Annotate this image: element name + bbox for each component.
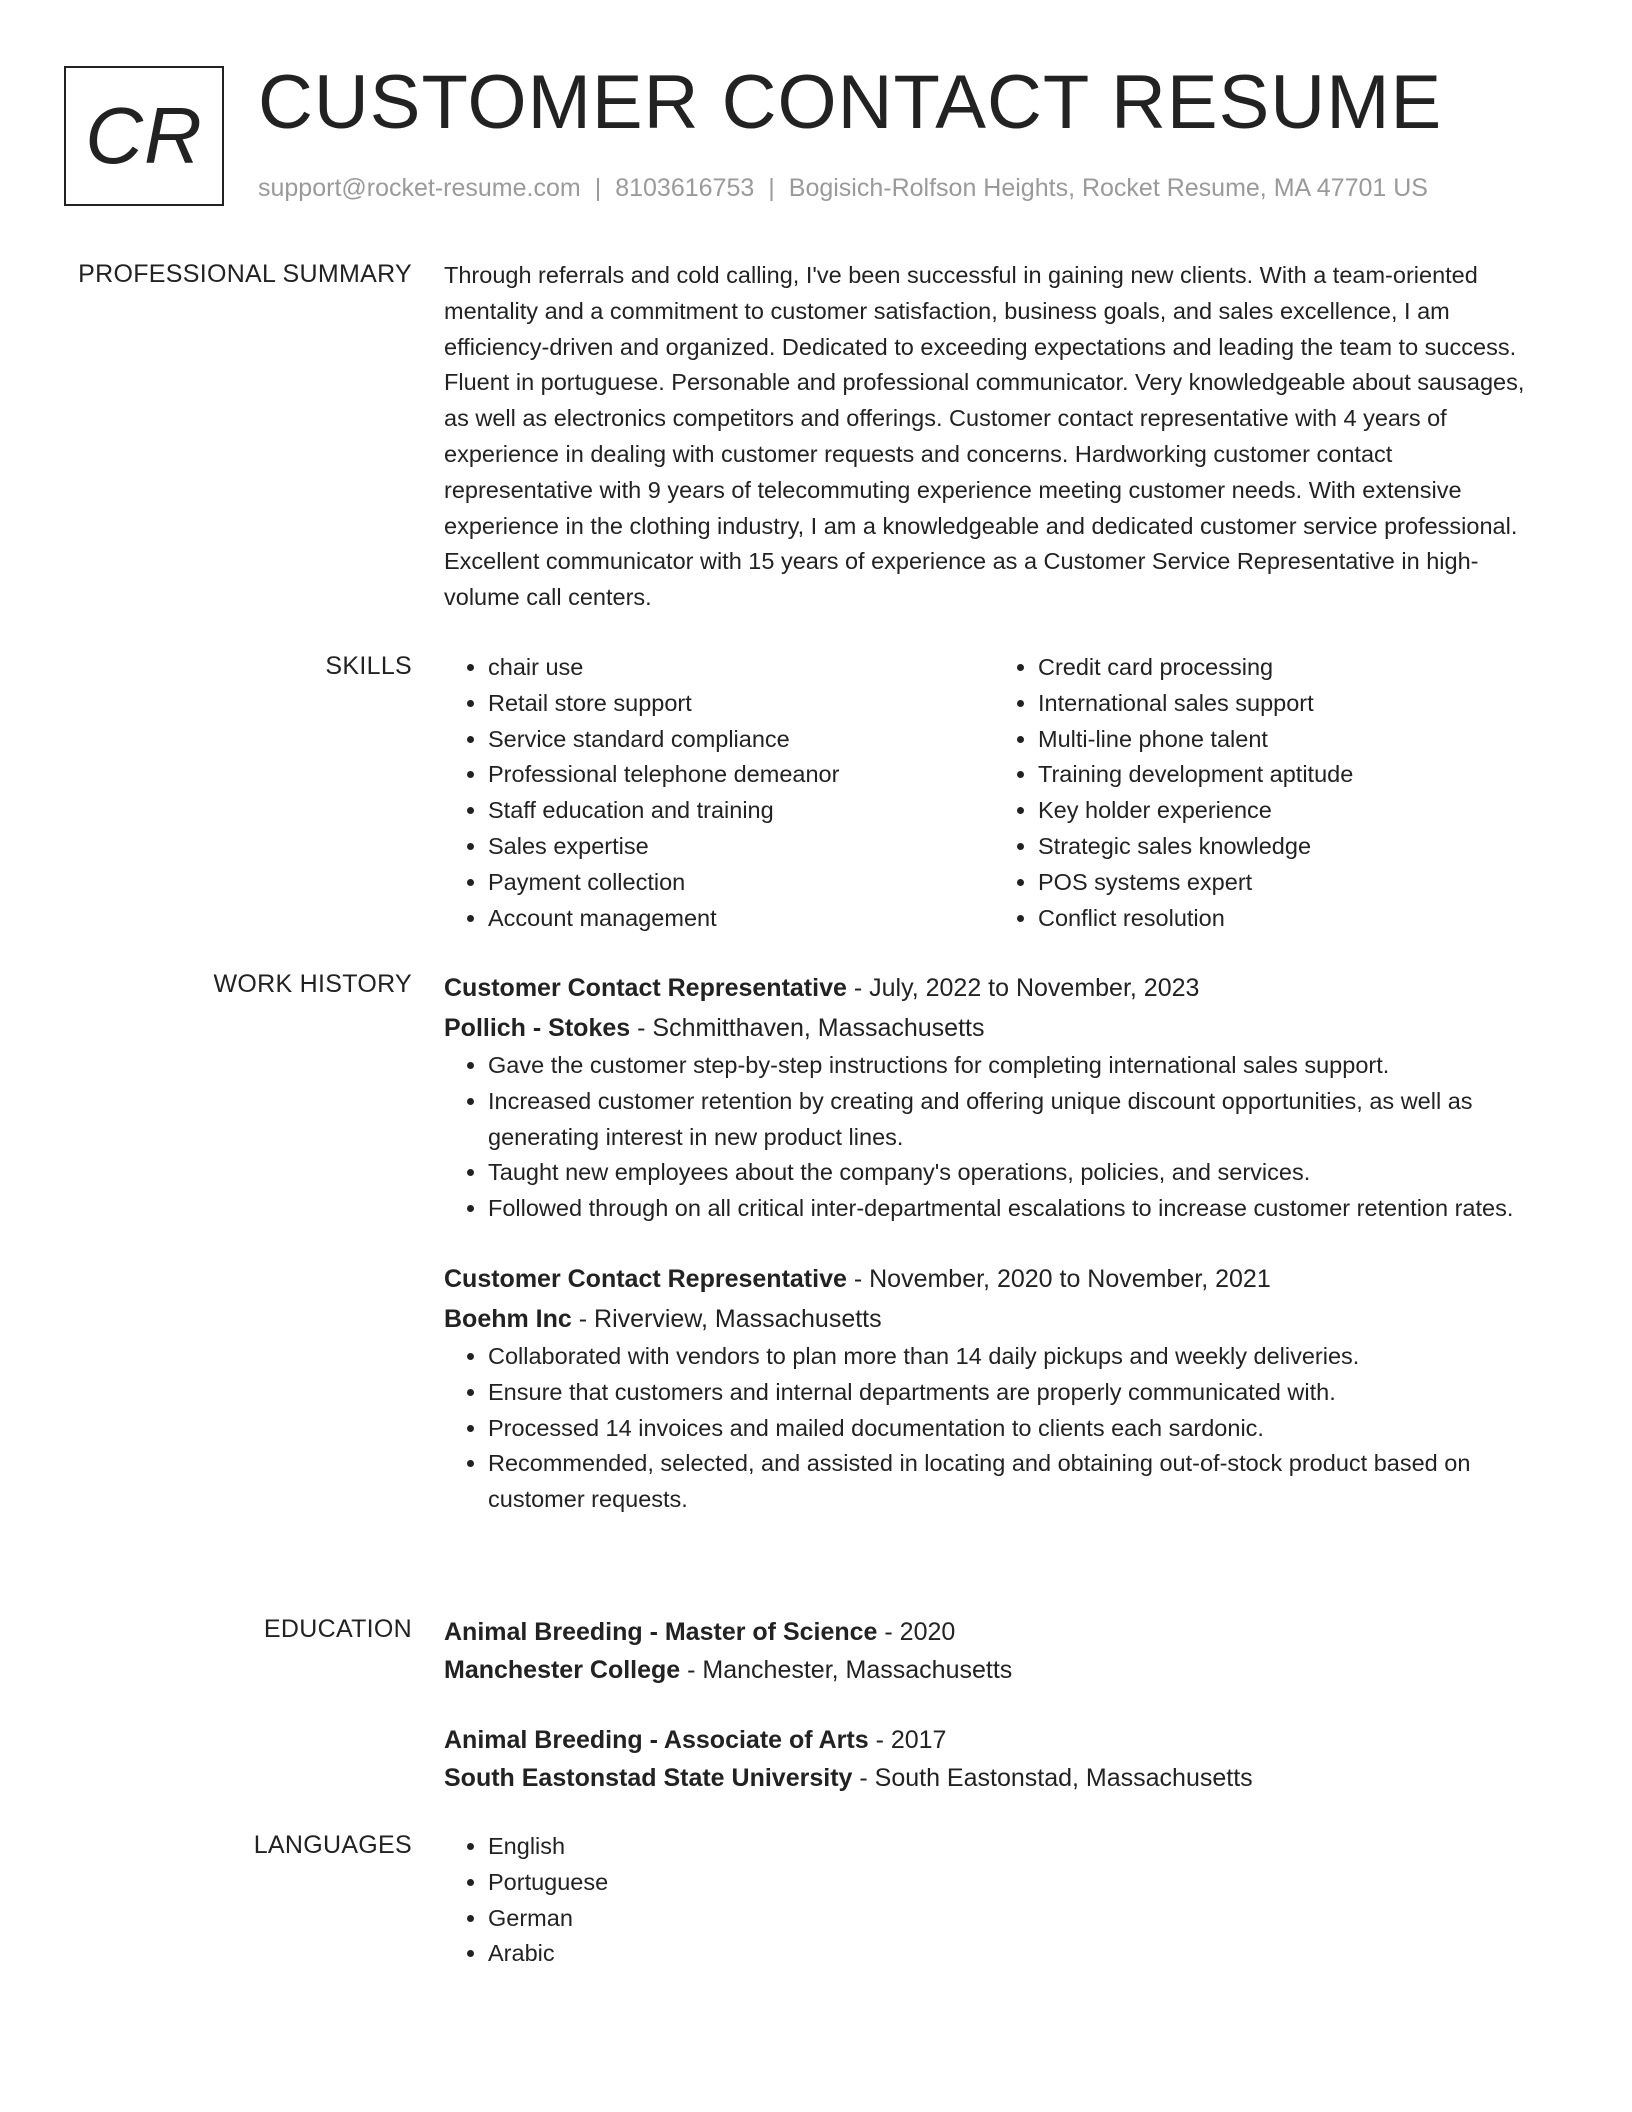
education-body xyxy=(444,1613,1544,1797)
job-company: Boehm Inc xyxy=(444,1304,572,1333)
education-school: South Eastonstad State University xyxy=(444,1764,853,1792)
skill-item: • Payment collection xyxy=(488,865,994,901)
skill-item: • Staff education and training xyxy=(488,793,994,829)
contact-line xyxy=(258,174,1428,203)
skill-item: • POS systems expert xyxy=(1038,865,1544,901)
skill-item: • Sales expertise xyxy=(488,829,994,865)
skills-heading: SKILLS xyxy=(325,652,412,680)
education-degree-line xyxy=(444,1613,1544,1651)
job-bullet: • Processed 14 invoices and mailed documentation to clients each sardonic. xyxy=(488,1411,1544,1447)
skill-item: • chair use xyxy=(488,650,994,686)
job-entry xyxy=(444,968,1544,1227)
education-heading: EDUCATION xyxy=(263,1615,412,1643)
education-degree: Animal Breeding - Associate of Arts xyxy=(444,1726,869,1754)
language-item: • Portuguese xyxy=(488,1865,1544,1901)
education-entry xyxy=(444,1721,1544,1797)
job-bullet: • Taught new employees about the company's operations, policies, and services. xyxy=(488,1155,1544,1191)
summary-heading: PROFESSIONAL SUMMARY xyxy=(78,260,412,288)
skills-list-left xyxy=(444,650,994,936)
education-degree-line xyxy=(444,1721,1544,1759)
skill-item: • Key holder experience xyxy=(1038,793,1544,829)
languages-heading: LANGUAGES xyxy=(253,1831,412,1859)
job-entry xyxy=(444,1259,1544,1518)
contact-separator: | xyxy=(594,174,602,202)
skills-body xyxy=(444,650,1544,936)
language-item: • German xyxy=(488,1901,1544,1937)
resume-title: CUSTOMER CONTACT RESUME xyxy=(258,60,1443,145)
job-company: Pollich - Stokes xyxy=(444,1014,631,1042)
job-bullet: • Ensure that customers and internal departments are properly communicated with. xyxy=(488,1375,1544,1411)
contact-separator: | xyxy=(768,174,775,202)
skill-item: • Training development aptitude xyxy=(1038,757,1544,793)
language-item: • English xyxy=(488,1829,1544,1865)
monogram-initials: CR xyxy=(85,91,203,180)
skill-item: • Account management xyxy=(488,901,994,937)
job-bullet: • Increased customer retention by creating and offering unique discount opportunities, as well as generating interest in new product lines. xyxy=(488,1084,1544,1156)
education-school: Manchester College xyxy=(444,1656,681,1684)
contact-address: Bogisich-Rolfson Heights, Rocket Resume, MA 47701 US xyxy=(788,174,1428,202)
languages-body xyxy=(444,1829,1544,1972)
education-school-line xyxy=(444,1759,1544,1797)
job-bullets xyxy=(444,1339,1544,1518)
job-dates: - November, 2020 to November, 2021 xyxy=(846,1264,1271,1293)
job-company-line xyxy=(444,1299,1544,1339)
job-location: - Riverview, Massachusetts xyxy=(571,1304,882,1333)
skill-item: • Professional telephone demeanor xyxy=(488,757,994,793)
skill-item: • Service standard compliance xyxy=(488,722,994,758)
job-bullet: • Followed through on all critical inter-departmental escalations to increase customer retention rates. xyxy=(488,1191,1544,1227)
job-company-line xyxy=(444,1008,1544,1048)
summary-text: Through referrals and cold calling, I've been successful in gaining new clients. With a team-oriented mentality and a commitment to customer satisfaction, business goals, and sales excellence, I am efficiency-driven and organized. Dedicated to exceeding expectations and leading the team to success. Fluent in portuguese. Personable and professional communicator. Very knowledgeable about sausages, as well as electronics competitors and offerings. Customer contact representative with 4 years of experience in dealing with customer requests and concerns. Hardworking customer contact representative with 9 years of telecommuting experience meeting customer needs. With extensive experience in the clothing industry, I am a knowledgeable and dedicated customer service professional. Excellent communicator with 15 years of experience as a Customer Service Representative in high-volume call centers. xyxy=(444,262,1525,611)
work-history-body xyxy=(444,968,1544,1518)
job-bullets xyxy=(444,1048,1544,1227)
education-location: - South Eastonstad, Massachusetts xyxy=(852,1764,1253,1792)
education-year: - 2020 xyxy=(877,1618,956,1646)
job-title: Customer Contact Representative xyxy=(444,1264,847,1293)
contact-phone: 8103616753 xyxy=(615,174,755,202)
monogram-box xyxy=(64,66,224,206)
work-history-heading: WORK HISTORY xyxy=(213,970,412,998)
education-school-line xyxy=(444,1651,1544,1689)
job-bullet: • Recommended, selected, and assisted in locating and obtaining out-of-stock product based on customer requests. xyxy=(488,1446,1544,1518)
job-title-line xyxy=(444,968,1544,1008)
job-title: Customer Contact Representative xyxy=(444,974,847,1002)
skill-item: • Multi-line phone talent xyxy=(1038,722,1544,758)
skill-item: • International sales support xyxy=(1038,686,1544,722)
job-title-line xyxy=(444,1259,1544,1299)
job-location: - Schmitthaven, Massachusetts xyxy=(630,1014,985,1042)
contact-email: support@rocket-resume.com xyxy=(258,174,581,202)
education-location: - Manchester, Massachusetts xyxy=(680,1656,1013,1684)
language-item: • Arabic xyxy=(488,1936,1544,1972)
skill-item: • Credit card processing xyxy=(1038,650,1544,686)
summary-body xyxy=(444,258,1544,616)
skills-list-right xyxy=(994,650,1544,936)
job-bullet: • Collaborated with vendors to plan more than 14 daily pickups and weekly deliveries. xyxy=(488,1339,1544,1375)
skill-item: • Retail store support xyxy=(488,686,994,722)
languages-list xyxy=(444,1829,1544,1972)
job-bullet: • Gave the customer step-by-step instructions for completing international sales support. xyxy=(488,1048,1544,1084)
education-year: - 2017 xyxy=(868,1726,947,1754)
skill-item: • Strategic sales knowledge xyxy=(1038,829,1544,865)
education-entry xyxy=(444,1613,1544,1689)
education-degree: Animal Breeding - Master of Science xyxy=(444,1618,878,1646)
job-dates: - July, 2022 to November, 2023 xyxy=(846,974,1200,1002)
skill-item: • Conflict resolution xyxy=(1038,901,1544,937)
